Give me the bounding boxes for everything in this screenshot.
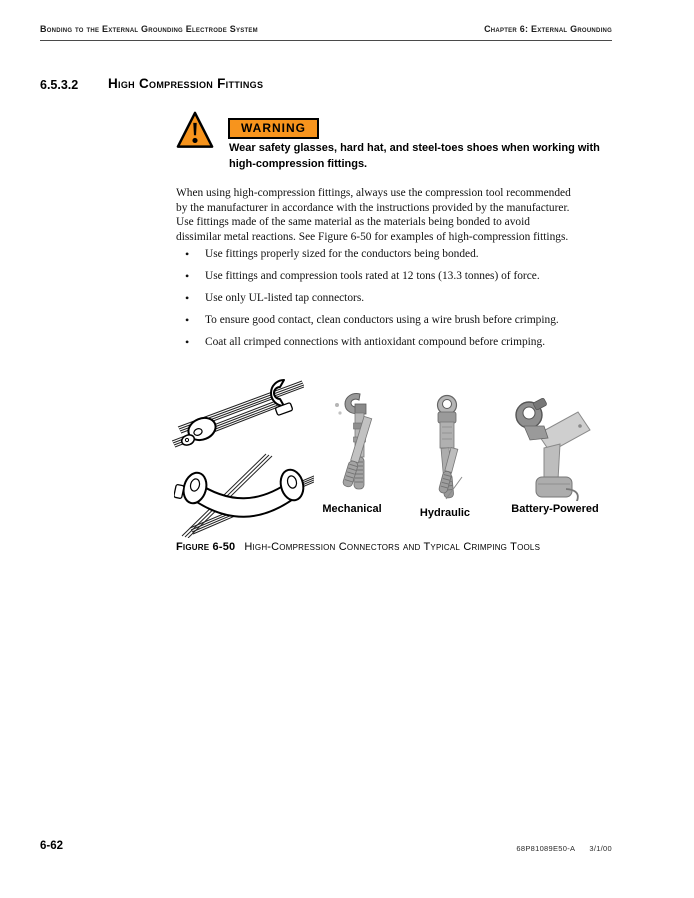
tool-label-mechanical: Mechanical [322,503,382,515]
warning-text-line: Wear safety glasses, hard hat, and steel-toes shoes when working with [229,142,600,154]
bullet-text: Use only UL-listed tap connectors. [205,292,365,304]
body-paragraph [176,186,571,244]
bullet-item [176,291,559,305]
figure-caption-label: Figure 6-50 [176,541,236,553]
tool-label-battery-powered: Battery-Powered [511,503,599,515]
section-number: 6.5.3.2 [40,78,79,92]
page-header [40,24,612,34]
connector-bottom-illustration [174,452,314,538]
bullet-item [176,269,559,283]
bullet-item [176,335,559,349]
footer-doc-code: 68P81089E50-A [516,844,576,853]
warning-text [229,140,600,172]
hydraulic-tool-illustration [416,393,478,505]
footer-page-number: 6-62 [40,840,64,852]
figure-caption [176,541,540,553]
bullet-item [176,313,559,327]
warning-badge: WARNING [228,118,319,139]
bullet-text: To ensure good contact, clean conductors using a wire brush before crimping. [205,314,559,326]
warning-triangle-icon [176,110,214,150]
header-left-title: Bonding to the External Grounding Electrode System [40,24,258,34]
connector-top-illustration [172,379,304,451]
bullet-item [176,247,559,261]
section-title: High Compression Fittings [108,76,264,91]
tool-label-hydraulic: Hydraulic [419,507,471,519]
figure-caption-text: High-Compression Connectors and Typical Crimping Tools [244,541,541,553]
header-rule [40,40,612,41]
bullet-text: Use fittings and compression tools rated at 12 tons (13.3 tonnes) of force. [205,270,540,282]
paragraph-line: dissimilar metal reactions. See Figure 6-50 for examples of high-compression fittings. [176,230,569,243]
paragraph-line: When using high-compression fittings, always use the compression tool recommended [176,187,571,199]
paragraph-line: by the manufacturer in accordance with the instructions provided by the manufacturer. [176,201,570,214]
bullet-list [176,247,559,357]
footer-right [516,844,612,853]
mechanical-tool-illustration [328,391,400,501]
paragraph-line: Use fittings made of the same material as the materials being bonded to avoid [176,216,530,229]
battery-tool-illustration [500,396,595,501]
bullet-text: Coat all crimped connections with antioxidant compound before crimping. [205,336,546,348]
warning-text-line: high-compression fittings. [229,158,368,170]
bullet-text: Use fittings properly sized for the conductors being bonded. [205,248,479,260]
header-right-title: Chapter 6: External Grounding [484,24,612,34]
footer-date: 3/1/00 [589,844,612,853]
